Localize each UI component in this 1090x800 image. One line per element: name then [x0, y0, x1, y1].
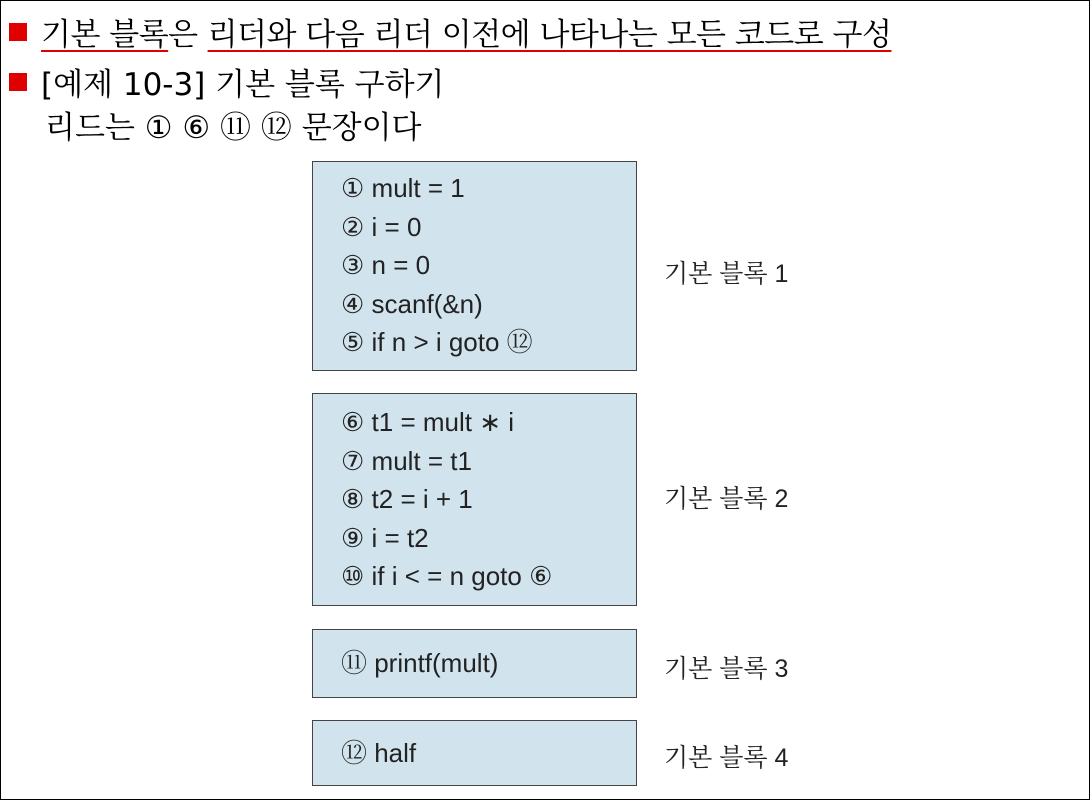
statement-line: ① mult = 1	[341, 173, 465, 203]
basic-block-3-label: 기본 블록 3	[664, 655, 789, 683]
basic-block-2-label: 기본 블록 2	[664, 485, 789, 513]
bullet-line-1	[9, 9, 891, 54]
statement-line: ④ scanf(&n)	[341, 288, 483, 319]
statement-line: ⑨ i = t2	[341, 522, 429, 553]
term-basic-block: 기본 블록	[41, 17, 169, 53]
statement-line: ⑩ if i < = n goto ⑥	[341, 561, 553, 591]
basic-block-4	[312, 720, 637, 786]
red-square-bullet-icon	[9, 73, 27, 91]
example-title: [예제 10-3] 기본 블록 구하기	[41, 67, 445, 103]
statement-line: ⑫ half	[341, 738, 417, 768]
statement-line: ⑤ if n > i goto ⑫	[341, 327, 533, 357]
basic-block-1-label: 기본 블록 1	[664, 260, 789, 288]
basic-block-1	[312, 161, 637, 371]
red-square-bullet-icon	[9, 23, 27, 41]
basic-block-3	[312, 629, 637, 698]
statement-line: ⑦ mult = t1	[341, 445, 472, 476]
statement-line: ② i = 0	[341, 211, 422, 242]
statement-line: ⑧ t2 = i + 1	[341, 484, 473, 514]
statement-line: ③ n = 0	[341, 250, 431, 280]
basic-block-4-label: 기본 블록 4	[664, 744, 789, 772]
statement-line: ⑪ printf(mult)	[341, 648, 499, 678]
basic-block-2	[312, 393, 637, 606]
definition-text: 리더와 다음 리더 이전에 나타나는 모든 코드로 구성	[207, 17, 892, 53]
leader-statement: 리드는 ① ⑥ ⑪ ⑫ 문장이다	[45, 110, 422, 146]
bullet-line-2	[9, 59, 444, 104]
particle-text: 은	[168, 17, 198, 53]
statement-line: ⑥ t1 = mult ∗ i	[341, 407, 514, 437]
